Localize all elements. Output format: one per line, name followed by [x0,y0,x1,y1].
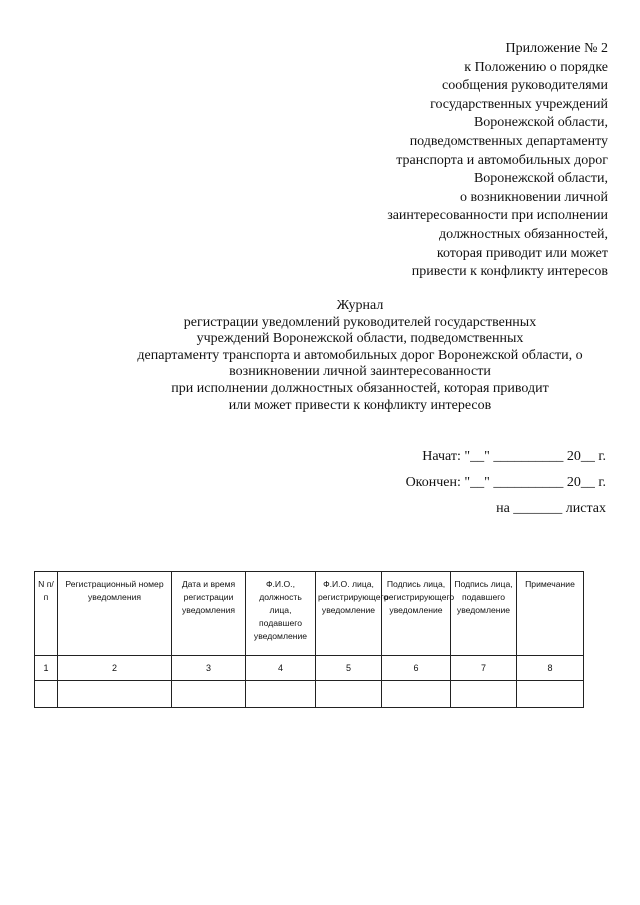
header-cell-registrar: Ф.И.О. лица, регистрирующего уведомление [316,572,382,656]
started-date: Начат: "__" __________ 20__ г. [422,449,606,464]
header-cell-registrar-signature: Подпись лица, регистрирующего уведомление [382,572,451,656]
appendix-line: заинтересованности при исполнении [387,208,608,224]
journal-subtitle-line: при исполнении должностных обязанностей, которая приводит [171,380,549,396]
table-cell [451,681,517,708]
appendix-line: о возникновении личной [459,189,608,205]
header-cell-submitter: Ф.И.О., должность лица, подавшего уведомление [246,572,316,656]
appendix-line: привести к конфликту интересов [411,264,608,280]
column-number: 8 [517,656,584,681]
appendix-line: подведомственных департаменту [409,133,608,149]
column-number: 4 [246,656,316,681]
column-number: 5 [316,656,382,681]
appendix-line: государственных учреждений [430,96,608,112]
table-cell [58,681,172,708]
journal-subtitle-line: учреждений Воронежской области, подведомственных [196,331,524,347]
appendix-line: Воронежской области, [473,115,608,131]
header-cell-submitter-signature: Подпись лица, подавшего уведомление [451,572,517,656]
appendix-line: сообщения руководителями [442,78,608,94]
journal-subtitle-line: регистрации уведомлений руководителей государственных [183,314,537,330]
table-cell [517,681,584,708]
column-number: 1 [35,656,58,681]
appendix-line: Приложение № 2 [505,41,608,56]
column-number: 7 [451,656,517,681]
header-cell-reg-number: Регистрационный номер уведомления [58,572,172,656]
header-cell-note: Примечание [517,572,584,656]
table-cell [172,681,246,708]
table-number-row [35,656,584,681]
journal-title-block [100,298,620,414]
table-cell [246,681,316,708]
column-number: 3 [172,656,246,681]
header-cell-number: N п/п [35,572,58,656]
sheets-count: на _______ листах [496,501,606,516]
appendix-line: к Положению о порядке [464,59,608,75]
ended-date: Окончен: "__" __________ 20__ г. [405,475,606,490]
table-cell [382,681,451,708]
journal-subtitle-line: возникновении личной заинтересованности [229,364,491,380]
appendix-line: Воронежской области, [473,171,608,187]
column-number: 6 [382,656,451,681]
appendix-line: должностных обязанностей, [439,226,608,242]
journal-dates [406,444,606,522]
column-number: 2 [58,656,172,681]
appendix-line: транспорта и автомобильных дорог [396,152,608,168]
appendix-line: которая приводит или может [436,245,608,261]
journal-table [34,571,584,708]
appendix-block [308,40,608,282]
header-cell-datetime: Дата и время регистрации уведомления [172,572,246,656]
journal-title: Журнал [336,298,384,313]
table-row [35,681,584,708]
table-cell [35,681,58,708]
journal-subtitle-line: департаменту транспорта и автомобильных дорог Воронежской области, о [137,347,583,363]
table-cell [316,681,382,708]
table-header-row [35,572,584,656]
journal-subtitle-line: или может привести к конфликту интересов [228,397,492,413]
